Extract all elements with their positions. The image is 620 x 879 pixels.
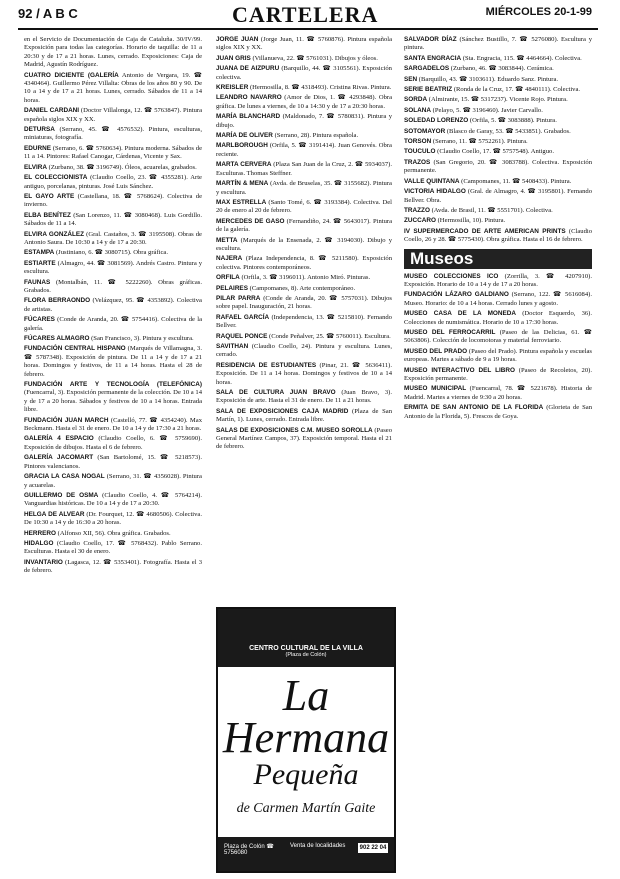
- listing-details: (Campomanes, 8). Arte contemporáneo.: [249, 284, 356, 292]
- header-rule: [18, 28, 598, 30]
- listing-name: MARÍA BLANCHARD: [216, 113, 281, 121]
- ad-venue: CENTRO CULTURAL DE LA VILLA: [249, 645, 363, 652]
- ad-header: [218, 609, 394, 667]
- listing-entry: [24, 279, 202, 296]
- museums-heading: Museos: [404, 249, 592, 269]
- listing-entry: [216, 295, 392, 312]
- section-title: CARTELERA: [232, 2, 379, 27]
- listing-details: (Conde Peñalver, 25. ☎ 5760011). Escultura.: [269, 332, 391, 340]
- listing-details: (Avda. de Brasil, 11. ☎ 5551701). Colectiva.: [431, 206, 553, 214]
- listing-entry: [216, 132, 392, 140]
- listing-details: (Glorieta de San Antonio de la Florida, 5). Frescos de Goya.: [404, 404, 593, 420]
- listing-name: HIDALGO: [24, 539, 54, 547]
- listing-name: MARÍA DE OLIVER: [216, 132, 273, 140]
- listing-entry: [404, 36, 592, 53]
- listing-name: GALERÍA JACOMART: [24, 454, 94, 462]
- listing-name: MUSEO INTERACTIVO DEL LIBRO: [404, 366, 515, 374]
- listing-details: en el Servicio de Documentación de Caja de Cataluña. 30/IV/99. Exposición para todas las categorías. Horario de taquilla: de 11 a 20:30 y de 17 a 21 horas. Lunes, cerrado. Exposiciones: Caja de Madrid, Agustín Rodríguez.: [24, 36, 202, 69]
- listing-entry: [216, 84, 392, 92]
- listing-details: (Castelló, 77. ☎ 4354240). Max Beckmann. Hasta el 31 de enero. De 10 a 14 y de 17:30 a 21 horas.: [24, 416, 202, 433]
- listing-name: SALVADOR DÍAZ: [404, 36, 457, 43]
- listing-details: (Claudio Coello, 4. ☎ 5764214). Vanguardias históricas. De 10 a 14 y de 17 a 20:30.: [24, 491, 202, 508]
- listing-name: LEANDRO NAVARRO: [216, 94, 282, 102]
- listing-name: MUSEO MUNICIPAL: [404, 385, 467, 393]
- listing-name: METTA: [216, 236, 238, 244]
- listing-details: (Claudio Coello, 24). Pintura y escultura. Lunes, cerrado.: [216, 343, 392, 359]
- listing-entry: [216, 408, 392, 425]
- listing-details: (Serrano, 45. ☎ 4576532). Pintura, esculturas, miniaturas, fotografía.: [24, 126, 202, 142]
- listing-name: SAVITHAN: [216, 343, 249, 350]
- listing-name: FÚCARES: [24, 316, 55, 324]
- listing-details: (Plaza de San Martín, 1). Lunes, cerrado. Entrada libre.: [216, 407, 392, 424]
- listing-entry: [24, 530, 202, 538]
- listing-details: (Campomanes, 11. ☎ 5408433). Pintura.: [461, 177, 572, 185]
- listing-entry: [216, 94, 392, 111]
- listing-details: (Amor de Dios, 1. ☎ 4293848). Obra gráfica. De lunes a viernes, de 10 a 14:30 y de 17 a 20:30 horas.: [216, 94, 393, 110]
- listing-name: DANIEL CARDANI: [24, 107, 80, 115]
- listing-name: JUAN GRIS: [216, 54, 251, 62]
- listing-details: (Santo Tomé, 6. ☎ 3193384). Colectiva. Del 20 de enero al 20 de febrero.: [216, 198, 392, 215]
- listing-entry: [216, 237, 392, 254]
- listing-name: JUANA DE AIZPURU: [216, 65, 280, 73]
- listing-entry: [404, 55, 592, 63]
- listing-name: VALLE QUINTANA: [404, 177, 460, 185]
- listings-column-3: [404, 36, 592, 423]
- listing-details: (Marqués de la Ensenada, 2. ☎ 3194030). Dibujo y escultura.: [216, 236, 392, 252]
- listing-name: ELBA BENÍTEZ: [24, 211, 71, 219]
- listing-entry: [216, 427, 392, 452]
- listing-entry: [216, 161, 392, 178]
- listing-entry: [24, 193, 202, 210]
- listing-details: (Paseo de Recoletos, 20). Exposición permanente.: [404, 366, 592, 382]
- listing-details: (Claudio Coello, 23. ☎ 4355281). Arte antiguo, porcelanas, pinturas. José Luis Sánchez.: [24, 174, 202, 190]
- listing-details: (Claudio Coello, 26 y 28. ☎ 5775430). Obra gráfica. Hasta el 16 de febrero.: [404, 227, 592, 244]
- listing-entry: [404, 273, 592, 290]
- listing-details: (Zurbano, 38. ☎ 3196749). Óleos, acuarelas, grabados.: [48, 163, 197, 171]
- listing-entry: [216, 333, 392, 341]
- listing-name: TORSON: [404, 138, 432, 146]
- listing-name: FLORA BERRAONDO: [24, 297, 91, 305]
- listing-entry: [24, 107, 202, 124]
- listing-entry: [404, 404, 592, 421]
- listing-name: SOLANA: [404, 106, 431, 114]
- listing-entry: [24, 511, 202, 528]
- listing-entry: [24, 36, 202, 70]
- listing-name: FUNDACIÓN CENTRAL HISPANO: [24, 345, 126, 353]
- listing-entry: [404, 148, 592, 156]
- listing-details: (Fuencarral, 3). Exposición permanente de la colección. De 10 a 14 y de 17 a 20 horas. Sábados y festivos de 10 a 14 horas. Entrada libre.: [24, 389, 202, 414]
- listing-name: VICTORIA HIDALGO: [404, 188, 466, 196]
- listing-name: HELGA DE ALVEAR: [24, 510, 85, 518]
- listing-entry: [24, 335, 202, 343]
- listing-details: (Alfonso XII, 56). Obra gráfica. Grabados.: [57, 529, 171, 537]
- listing-details: (Paseo del Prado). Pintura española y escuelas europeas. Martes a sábado de 9 a 19 horas.: [404, 347, 592, 364]
- listing-entry: [404, 188, 592, 205]
- listing-entry: [404, 178, 592, 186]
- listing-name: MUSEO DEL PRADO: [404, 347, 468, 355]
- page-number: 92 / A B C: [18, 6, 78, 21]
- listing-details: (Juan Bravo, 3). Exposición de arte. Hasta el 31 de enero. De 11 a 21 horas.: [216, 389, 392, 405]
- listing-name: SALAS DE EXPOSICIONES C.M. MUSEO SOROLLA: [216, 426, 373, 434]
- listing-details: (Claudio Coello, 17. ☎ 5757548). Antiguo.: [437, 148, 554, 156]
- listing-entry: [24, 454, 202, 471]
- listing-details: (Velázquez, 95. ☎ 4353892). Colectiva de artistas.: [24, 297, 202, 313]
- listing-details: (Hermosilla, 8. ☎ 4318493). Cristina Rivas. Pintura.: [249, 84, 392, 92]
- listing-entry: [216, 199, 392, 216]
- listing-entry: [24, 345, 202, 379]
- listing-details: (Zorrilla, 3. ☎ 4207910). Exposición. Horario de 10 a 14 y de 17 a 20 horas.: [404, 272, 592, 288]
- listing-name: EDURNE: [24, 144, 51, 152]
- listing-details: (Conde de Aranda, 20. ☎ 5754416). Colectiva de la galería.: [24, 316, 202, 332]
- listing-name: TOUCULO: [404, 148, 436, 156]
- listing-name: GRACIA LA CASA NOGAL: [24, 473, 105, 481]
- listing-entry: [404, 291, 592, 308]
- listing-name: RAQUEL PONCE: [216, 332, 268, 340]
- listing-details: (Villanueva, 22. ☎ 5761031). Dibujos y óleos.: [252, 54, 378, 62]
- listing-entry: [404, 128, 592, 136]
- listing-details: Antonio de Vergara, 19. ☎ 4340464). Guillermo Pérez Villalta: Obras de los años 80 y 90. De 10 a 14 y de 17 a 21 horas. Lunes, cerrado. Sábados de 11 a 14 horas.: [24, 71, 203, 104]
- listing-name: TRAZZO: [404, 206, 430, 214]
- listing-name: SALA DE CULTURA JUAN BRAVO: [216, 389, 336, 397]
- listing-name: MUSEO DEL FERROCARRIL: [404, 328, 496, 336]
- listing-name: KREISLER: [216, 84, 249, 92]
- listing-name: RESIDENCIA DE ESTUDIANTES: [216, 361, 317, 369]
- listing-details: (Maldonado, 7. ☎ 5780831). Pintura y dibujo.: [216, 113, 393, 129]
- listing-details: (Conde de Aranda, 20. ☎ 5757031). Dibujos sobre papel. Inauguración, 21 horas.: [216, 294, 392, 311]
- listing-details: (San Bartolomé, 15. ☎ 5218573). Pintores valencianos.: [24, 454, 202, 470]
- listing-name: RAFAEL GARCÍA: [216, 313, 270, 321]
- listing-name: MUSEO CASA DE LA MONEDA: [404, 310, 517, 318]
- listing-name: ESTIARTE: [24, 259, 56, 267]
- listing-name: MARLBOROUGH: [216, 142, 268, 150]
- listing-entry: [216, 113, 392, 130]
- listing-entry: [404, 310, 592, 327]
- listing-name: EL GAYO ARTE: [24, 192, 75, 200]
- listing-name: FÚCARES ALMAGRO: [24, 335, 90, 342]
- listing-details: (Serrano, 28). Pintura española.: [274, 132, 359, 140]
- listing-entry: [24, 249, 202, 257]
- listing-name: MERCEDES DE GASO: [216, 217, 285, 225]
- listing-details: (Sta. Engracia, 115. ☎ 4464664). Colectiva.: [462, 54, 582, 62]
- listing-details: (Barquillo, 43. ☎ 3103611). Eduardo Sanz. Pintura.: [418, 75, 559, 83]
- listing-name: ORFILA: [216, 274, 240, 282]
- listing-name: PILAR PARRA: [216, 294, 261, 302]
- listing-name: FUNDACIÓN JUAN MARCH: [24, 416, 109, 424]
- listing-entry: [404, 76, 592, 84]
- listing-entry: [24, 559, 202, 576]
- listing-entry: [404, 367, 592, 384]
- listing-name: JORGE JUAN: [216, 36, 259, 43]
- listing-details: (Orfila, 3. ☎ 3196011). Antonio Miró. Pinturas.: [241, 274, 371, 282]
- listing-details: (Serrano, 11. ☎ 5752261). Pintura.: [432, 138, 528, 146]
- listing-name: ESTAMPA: [24, 249, 55, 257]
- listing-entry: [404, 217, 592, 225]
- listing-details: (Blasco de Garay, 53. ☎ 5433851). Grabados.: [446, 127, 571, 135]
- listing-name: NAJERA: [216, 255, 243, 263]
- listing-details: (Paseo de las Delicias, 61. ☎ 5063806). Colección de locomotoras y material ferroviario.: [404, 328, 592, 345]
- listing-entry: [24, 297, 202, 314]
- listing-entry: [404, 159, 592, 176]
- listing-details: (Sánchez Bustillo, 7. ☎ 5276080). Escultura y pintura.: [404, 36, 592, 52]
- issue-date: MIÉRCOLES 20-1-99: [485, 6, 592, 18]
- listing-name: FAUNAS: [24, 278, 51, 286]
- listing-details: (San Francisco, 3). Pintura y escultura.: [91, 335, 194, 342]
- listing-entry: [216, 389, 392, 406]
- listing-entry: [24, 381, 202, 415]
- page-header: [0, 0, 620, 34]
- listing-details: (Pinar, 21. ☎ 5636411). Exposición. De 11 a 14 horas. Domingos y festivos de 10 a 14 horas.: [216, 361, 393, 386]
- listing-name: IV SUPERMERCADO DE ARTE AMERICAN PRINTS: [404, 227, 566, 235]
- listing-entry: [216, 274, 392, 282]
- listing-entry: [216, 285, 392, 293]
- listing-name: MARTÍN & MENA: [216, 180, 269, 188]
- listing-name: ELVIRA: [24, 163, 47, 171]
- listing-entry: [24, 260, 202, 277]
- listing-name: SARGADELOS: [404, 65, 450, 73]
- listing-entry: [216, 180, 392, 197]
- theatre-advertisement: [216, 607, 396, 873]
- listing-entry: [404, 348, 592, 365]
- listing-details: (Gral. Castaños, 3. ☎ 3195508). Obras de Antonio Saura. De 10:30 a 14 y de 17 a 20:30.: [24, 230, 202, 246]
- listing-details: (Almagro, 44. ☎ 3081569). Andrés Castro. Pintura y escultura.: [24, 259, 202, 276]
- listing-entry: [216, 218, 392, 235]
- listing-details: (Avda. de Bruselas, 35. ☎ 3155682). Pintura y escultura.: [216, 180, 392, 196]
- listing-name: TRAZOS: [404, 158, 431, 166]
- listing-name: ZUCCARO: [404, 217, 436, 225]
- listing-entry: [24, 231, 202, 248]
- ad-author: de Carmen Martín Gaite: [236, 801, 376, 816]
- listing-name: MAX ESTRELLA: [216, 198, 267, 206]
- listing-entry: [404, 107, 592, 115]
- listing-details: (Gral. de Almagro, 4. ☎ 3195801). Fernando Bellver. Obra.: [404, 188, 592, 204]
- listing-name: ELVIRA GONZÁLEZ: [24, 230, 85, 238]
- listing-name: SEN: [404, 75, 418, 83]
- listing-entry: [404, 65, 592, 73]
- listing-details: (Jorge Juan, 11. ☎ 5760876). Pintura española siglos XIX y XX.: [216, 36, 392, 52]
- listing-details: (Claudio Coello, 6. ☎ 5759690). Exposición de dibujos. Hasta el 6 de febrero.: [24, 435, 202, 451]
- listing-entry: [404, 329, 592, 346]
- listing-entry: [24, 316, 202, 333]
- listing-details: (Marqués de Villamagna, 3. ☎ 5787348). Exposición de pintura. De 11 a 14 y de 17 a 21 horas. Domingos y festivos, de 11 a 14 horas. Hasta el 28 de febrero.: [24, 345, 202, 378]
- listing-details: (Castellana, 18. ☎ 5768624). Colectiva de invierno.: [24, 192, 202, 209]
- listing-entry: [216, 142, 392, 159]
- listing-name: FUNDACIÓN ARTE Y TECNOLOGÍA (TELEFÓNICA): [24, 381, 202, 389]
- listing-details: (Orfila, 5. ☎ 3191414). Juan Genovés. Obra reciente.: [216, 142, 392, 158]
- listing-name: SORDA: [404, 96, 428, 104]
- listing-name: GALERÍA 4 ESPACIO: [24, 435, 94, 443]
- listing-name: SANTA ENGRACIA: [404, 54, 462, 62]
- listing-details: (Serrano, 6. ☎ 5760634). Pintura moderna. Sábados de 11 a 14. Pintores: Rafael Canogar, Cárdenas, Vicente y Sax.: [24, 144, 202, 161]
- ad-title-line-1: La Hermana: [222, 671, 390, 762]
- listing-entry: [216, 36, 392, 53]
- listing-name: CUATRO DICIENTE (GALERÍA: [24, 71, 119, 79]
- listing-details: (Dr. Fourquet, 12. ☎ 4680506). Colectiva. De 10:30 a 14 y de 16:30 a 20 horas.: [24, 510, 203, 527]
- listing-name: MARTA CERVERA: [216, 161, 272, 169]
- listing-entry: [24, 540, 202, 557]
- ad-title-line-2: Pequeña: [253, 758, 359, 791]
- listing-details: (Orfila, 5. ☎ 3083888). Pintura.: [469, 117, 557, 125]
- listing-details: (Claudio Coello, 17. ☎ 5768432). Pablo Serrano. Esculturas. Hasta el 30 de enero.: [24, 539, 202, 556]
- listing-name: MUSEO COLECCIONES ICO: [404, 272, 499, 280]
- listing-name: SOLEDAD LORENZO: [404, 117, 469, 125]
- listing-entry: [24, 174, 202, 191]
- listing-entry: [404, 86, 592, 94]
- listing-details: (Independencia, 13. ☎ 5215810). Fernando Bellver.: [216, 313, 392, 330]
- listing-details: (Hermosilla, 10). Pintura.: [437, 217, 506, 225]
- listing-entry: [24, 72, 202, 106]
- ad-footer-tickets: Venta de localidades: [290, 843, 346, 849]
- listing-entry: [216, 255, 392, 272]
- listing-details: (Ronda de la Cruz, 17. ☎ 4840111). Colectiva.: [453, 86, 581, 94]
- ad-venue-sub: (Plaza de Colón): [285, 652, 327, 658]
- listing-entry: [404, 228, 592, 245]
- ad-footer-address: Plaza de Colón ☎ 5756080: [224, 844, 274, 856]
- listing-entry: [24, 417, 202, 434]
- listing-details: (Fuencarral, 78. ☎ 5221678). Historia de Madrid. Martes a viernes de 9:30 a 20 horas.: [404, 385, 592, 401]
- listing-details: (San Gregorio, 20. ☎ 3083788). Colectiva. Exposición permanente.: [404, 158, 592, 175]
- listing-name: SERIE BEATRIZ: [404, 86, 453, 94]
- listing-name: FUNDACIÓN LÁZARO GALDIANO: [404, 291, 509, 299]
- listing-details: (Fernandiño, 24. ☎ 5643017). Pintura de la galería.: [216, 217, 393, 234]
- listing-entry: [404, 207, 592, 215]
- listing-details: (Plaza San Juan de la Cruz, 2. ☎ 5934037). Esculturas. Thomas Steffner.: [216, 161, 392, 177]
- listing-entry: [216, 65, 392, 82]
- listing-entry: [24, 435, 202, 452]
- ad-footer: [218, 837, 394, 871]
- listing-entry: [216, 343, 392, 360]
- listing-name: ERMITA DE SAN ANTONIO DE LA FLORIDA: [404, 404, 544, 412]
- listing-details: (Doctor Esquerdo, 36). Colecciones de numismática. Horario de 10 a 17:30 horas.: [404, 310, 593, 326]
- listing-details: (Montalbán, 11. ☎ 5222260). Obras gráficas. Grabados.: [24, 278, 202, 294]
- listing-entry: [216, 55, 392, 63]
- listing-name: SOTOMAYOR: [404, 127, 446, 135]
- listing-details: (Doctor Villalonga, 12. ☎ 5763847). Pintura española siglos XIX y XX.: [24, 107, 202, 123]
- listing-name: GUILLERMO DE OSMA: [24, 491, 99, 499]
- listing-details: (Zurbano, 46. ☎ 3083844). Cerámica.: [450, 65, 554, 73]
- listing-details: (San Lorenzo, 11. ☎ 3080468). Luis Gordillo. Sábados de 11 a 14.: [24, 211, 202, 228]
- listing-entry: [216, 314, 392, 331]
- listing-name: INVANTARIO: [24, 558, 63, 566]
- listing-details: (Paseo General Martínez Campos, 37). Exposición temporal. Hasta el 21 de febrero.: [216, 426, 392, 451]
- listing-details: (Serrano, 122. ☎ 5616084). Museo. Horario: de 10 a 14 horas. Cerrado lunes y agosto.: [404, 291, 592, 307]
- listing-details: (Plaza Independencia, 8. ☎ 5211580). Exposición colectiva. Pintores contemporáneos.: [216, 255, 393, 271]
- listing-entry: [404, 96, 592, 104]
- listing-name: PELAIRES: [216, 284, 248, 292]
- listing-entry: [24, 212, 202, 229]
- listing-entry: [24, 492, 202, 509]
- listing-name: DETURSA: [24, 126, 55, 134]
- listing-details: (Justiniano, 6. ☎ 3080715). Obra gráfica.: [55, 249, 168, 257]
- listing-entry: [404, 385, 592, 402]
- listing-details: (Lagasca, 12. ☎ 5353401). Fotografía. Hasta el 3 de febrero.: [24, 558, 202, 575]
- listing-entry: [24, 473, 202, 490]
- listing-name: EL COLECCIONISTA: [24, 174, 88, 182]
- listing-entry: [24, 145, 202, 162]
- listings-column-1: [24, 36, 202, 578]
- listings-column-2: [216, 36, 392, 454]
- listing-details: (Barquillo, 44. ☎ 3105561). Exposición colectiva.: [216, 65, 392, 81]
- listing-details: (Serrano, 31. ☎ 4356028). Pintura y acuarelas.: [24, 473, 202, 489]
- listing-entry: [404, 117, 592, 125]
- listing-details: (Pelayo, 5. ☎ 3196460). Javier Carvallo.: [432, 106, 543, 114]
- listing-entry: [24, 164, 202, 172]
- ad-footer-phone: 902 22 04: [359, 845, 387, 851]
- listing-entry: [24, 126, 202, 143]
- museums-list: [404, 273, 592, 422]
- listing-entry: [404, 138, 592, 146]
- listing-entry: [216, 362, 392, 387]
- galleries-list: [404, 36, 592, 245]
- listing-name: SALA DE EXPOSICIONES CAJA MADRID: [216, 407, 349, 415]
- listing-name: HERRERO: [24, 529, 56, 537]
- listing-details: (Almirante, 15. ☎ 5317237). Vicente Rojo. Pintura.: [428, 96, 568, 104]
